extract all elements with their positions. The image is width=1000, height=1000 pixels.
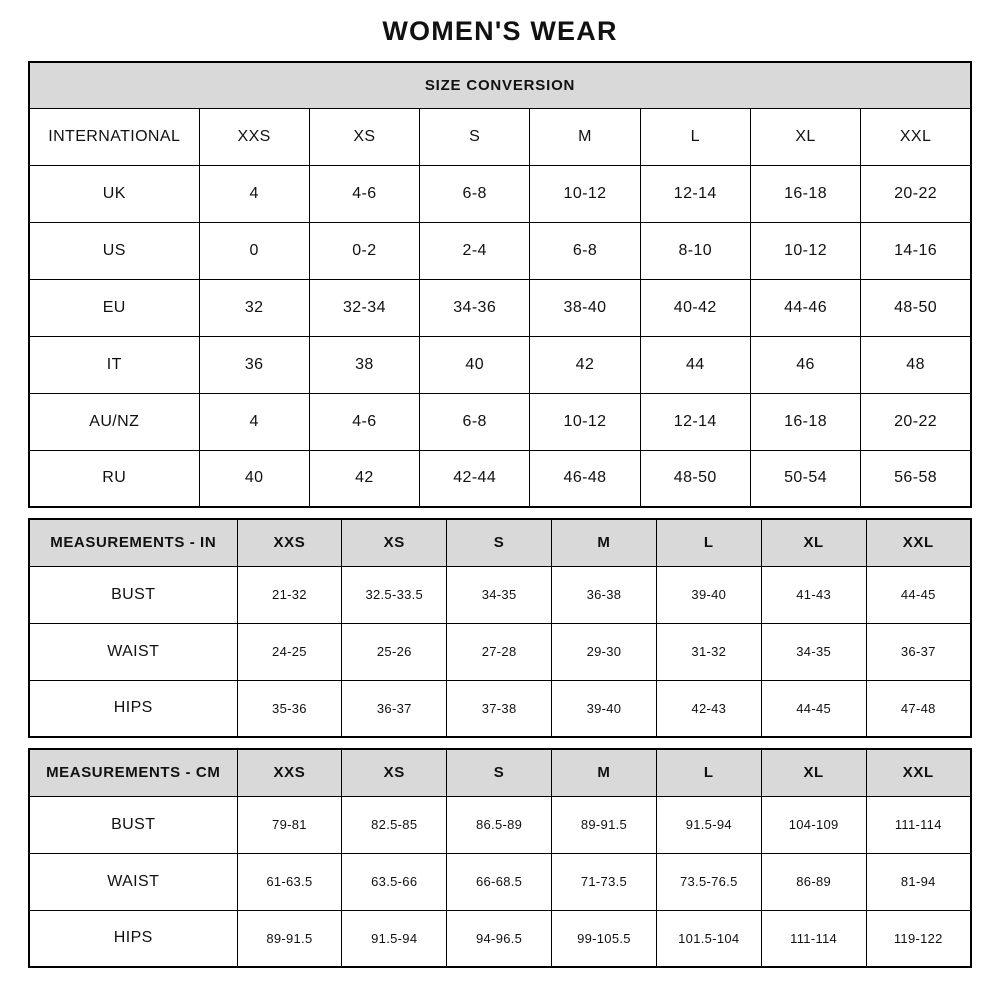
cell-value: 2-4 bbox=[420, 222, 530, 279]
size-column-header: M bbox=[552, 749, 657, 796]
cell-value: 12-14 bbox=[640, 165, 750, 222]
cell-value: 0 bbox=[199, 222, 309, 279]
table-corner-label: INTERNATIONAL bbox=[29, 108, 199, 165]
row-label: US bbox=[29, 222, 199, 279]
cell-value: 14-16 bbox=[861, 222, 971, 279]
cell-value: 6-8 bbox=[530, 222, 640, 279]
size-column-header: XL bbox=[761, 519, 866, 566]
cell-value: 29-30 bbox=[552, 623, 657, 680]
cell-value: 89-91.5 bbox=[552, 796, 657, 853]
table-title: SIZE CONVERSION bbox=[29, 62, 971, 108]
cell-value: 50-54 bbox=[750, 450, 860, 507]
cell-value: 32 bbox=[199, 279, 309, 336]
cell-value: 42-44 bbox=[420, 450, 530, 507]
table-row bbox=[29, 623, 971, 680]
table-row bbox=[29, 222, 971, 279]
row-label: WAIST bbox=[29, 623, 237, 680]
size-column-header: S bbox=[420, 108, 530, 165]
cell-value: 38-40 bbox=[530, 279, 640, 336]
row-label: BUST bbox=[29, 796, 237, 853]
table-corner-label: MEASUREMENTS - CM bbox=[29, 749, 237, 796]
table-row bbox=[29, 165, 971, 222]
cell-value: 44-45 bbox=[866, 566, 971, 623]
cell-value: 34-35 bbox=[447, 566, 552, 623]
cell-value: 38 bbox=[309, 336, 419, 393]
size-column-header: S bbox=[447, 519, 552, 566]
cell-value: 31-32 bbox=[656, 623, 761, 680]
cell-value: 111-114 bbox=[761, 910, 866, 967]
row-label: AU/NZ bbox=[29, 393, 199, 450]
cell-value: 41-43 bbox=[761, 566, 866, 623]
measurements-cm-table bbox=[28, 748, 972, 968]
cell-value: 8-10 bbox=[640, 222, 750, 279]
cell-value: 4-6 bbox=[309, 165, 419, 222]
cell-value: 89-91.5 bbox=[237, 910, 342, 967]
cell-value: 81-94 bbox=[866, 853, 971, 910]
cell-value: 34-36 bbox=[420, 279, 530, 336]
row-label: UK bbox=[29, 165, 199, 222]
cell-value: 10-12 bbox=[750, 222, 860, 279]
cell-value: 4 bbox=[199, 165, 309, 222]
cell-value: 42 bbox=[309, 450, 419, 507]
cell-value: 6-8 bbox=[420, 165, 530, 222]
size-conversion-table bbox=[28, 61, 972, 508]
page-title: WOMEN'S WEAR bbox=[382, 16, 618, 46]
cell-value: 10-12 bbox=[530, 165, 640, 222]
cell-value: 94-96.5 bbox=[447, 910, 552, 967]
size-column-header: XXL bbox=[861, 108, 971, 165]
cell-value: 20-22 bbox=[861, 393, 971, 450]
cell-value: 73.5-76.5 bbox=[656, 853, 761, 910]
cell-value: 86.5-89 bbox=[447, 796, 552, 853]
cell-value: 32-34 bbox=[309, 279, 419, 336]
cell-value: 44-45 bbox=[761, 680, 866, 737]
cell-value: 42-43 bbox=[656, 680, 761, 737]
row-label: RU bbox=[29, 450, 199, 507]
cell-value: 91.5-94 bbox=[656, 796, 761, 853]
size-column-header: XS bbox=[309, 108, 419, 165]
cell-value: 111-114 bbox=[866, 796, 971, 853]
size-column-header: XXS bbox=[199, 108, 309, 165]
row-label: IT bbox=[29, 336, 199, 393]
table-row bbox=[29, 796, 971, 853]
table-row bbox=[29, 680, 971, 737]
cell-value: 37-38 bbox=[447, 680, 552, 737]
table-header-row bbox=[29, 749, 971, 796]
cell-value: 4 bbox=[199, 393, 309, 450]
cell-value: 79-81 bbox=[237, 796, 342, 853]
cell-value: 86-89 bbox=[761, 853, 866, 910]
cell-value: 91.5-94 bbox=[342, 910, 447, 967]
cell-value: 61-63.5 bbox=[237, 853, 342, 910]
cell-value: 48 bbox=[861, 336, 971, 393]
row-label: HIPS bbox=[29, 910, 237, 967]
row-label: HIPS bbox=[29, 680, 237, 737]
cell-value: 32.5-33.5 bbox=[342, 566, 447, 623]
cell-value: 24-25 bbox=[237, 623, 342, 680]
size-column-header: XL bbox=[761, 749, 866, 796]
table-row bbox=[29, 336, 971, 393]
cell-value: 44-46 bbox=[750, 279, 860, 336]
cell-value: 12-14 bbox=[640, 393, 750, 450]
measurements-in-table bbox=[28, 518, 972, 738]
cell-value: 36-37 bbox=[342, 680, 447, 737]
table-row bbox=[29, 279, 971, 336]
cell-value: 21-32 bbox=[237, 566, 342, 623]
cell-value: 39-40 bbox=[552, 680, 657, 737]
cell-value: 44 bbox=[640, 336, 750, 393]
size-column-header: XXS bbox=[237, 519, 342, 566]
cell-value: 4-6 bbox=[309, 393, 419, 450]
cell-value: 42 bbox=[530, 336, 640, 393]
cell-value: 25-26 bbox=[342, 623, 447, 680]
cell-value: 48-50 bbox=[861, 279, 971, 336]
size-column-header: XS bbox=[342, 519, 447, 566]
table-title-row bbox=[29, 62, 971, 108]
cell-value: 27-28 bbox=[447, 623, 552, 680]
cell-value: 35-36 bbox=[237, 680, 342, 737]
table-row bbox=[29, 910, 971, 967]
size-column-header: L bbox=[656, 749, 761, 796]
size-column-header: M bbox=[530, 108, 640, 165]
cell-value: 119-122 bbox=[866, 910, 971, 967]
cell-value: 104-109 bbox=[761, 796, 866, 853]
cell-value: 63.5-66 bbox=[342, 853, 447, 910]
table-header-row bbox=[29, 519, 971, 566]
cell-value: 0-2 bbox=[309, 222, 419, 279]
row-label: WAIST bbox=[29, 853, 237, 910]
cell-value: 82.5-85 bbox=[342, 796, 447, 853]
cell-value: 99-105.5 bbox=[552, 910, 657, 967]
table-row bbox=[29, 853, 971, 910]
cell-value: 16-18 bbox=[750, 165, 860, 222]
cell-value: 47-48 bbox=[866, 680, 971, 737]
row-label: EU bbox=[29, 279, 199, 336]
cell-value: 39-40 bbox=[656, 566, 761, 623]
table-row bbox=[29, 566, 971, 623]
cell-value: 56-58 bbox=[861, 450, 971, 507]
size-column-header: XS bbox=[342, 749, 447, 796]
cell-value: 36 bbox=[199, 336, 309, 393]
table-corner-label: MEASUREMENTS - IN bbox=[29, 519, 237, 566]
size-column-header: XL bbox=[750, 108, 860, 165]
table-header-row bbox=[29, 108, 971, 165]
table-row bbox=[29, 393, 971, 450]
cell-value: 40-42 bbox=[640, 279, 750, 336]
size-column-header: M bbox=[552, 519, 657, 566]
table-row bbox=[29, 450, 971, 507]
cell-value: 10-12 bbox=[530, 393, 640, 450]
cell-value: 101.5-104 bbox=[656, 910, 761, 967]
size-column-header: L bbox=[640, 108, 750, 165]
size-column-header: L bbox=[656, 519, 761, 566]
cell-value: 48-50 bbox=[640, 450, 750, 507]
size-column-header: XXS bbox=[237, 749, 342, 796]
row-label: BUST bbox=[29, 566, 237, 623]
cell-value: 71-73.5 bbox=[552, 853, 657, 910]
cell-value: 20-22 bbox=[861, 165, 971, 222]
size-column-header: S bbox=[447, 749, 552, 796]
cell-value: 40 bbox=[420, 336, 530, 393]
size-column-header: XXL bbox=[866, 749, 971, 796]
cell-value: 16-18 bbox=[750, 393, 860, 450]
cell-value: 36-37 bbox=[866, 623, 971, 680]
cell-value: 34-35 bbox=[761, 623, 866, 680]
cell-value: 6-8 bbox=[420, 393, 530, 450]
cell-value: 66-68.5 bbox=[447, 853, 552, 910]
cell-value: 40 bbox=[199, 450, 309, 507]
cell-value: 46-48 bbox=[530, 450, 640, 507]
cell-value: 36-38 bbox=[552, 566, 657, 623]
cell-value: 46 bbox=[750, 336, 860, 393]
size-column-header: XXL bbox=[866, 519, 971, 566]
